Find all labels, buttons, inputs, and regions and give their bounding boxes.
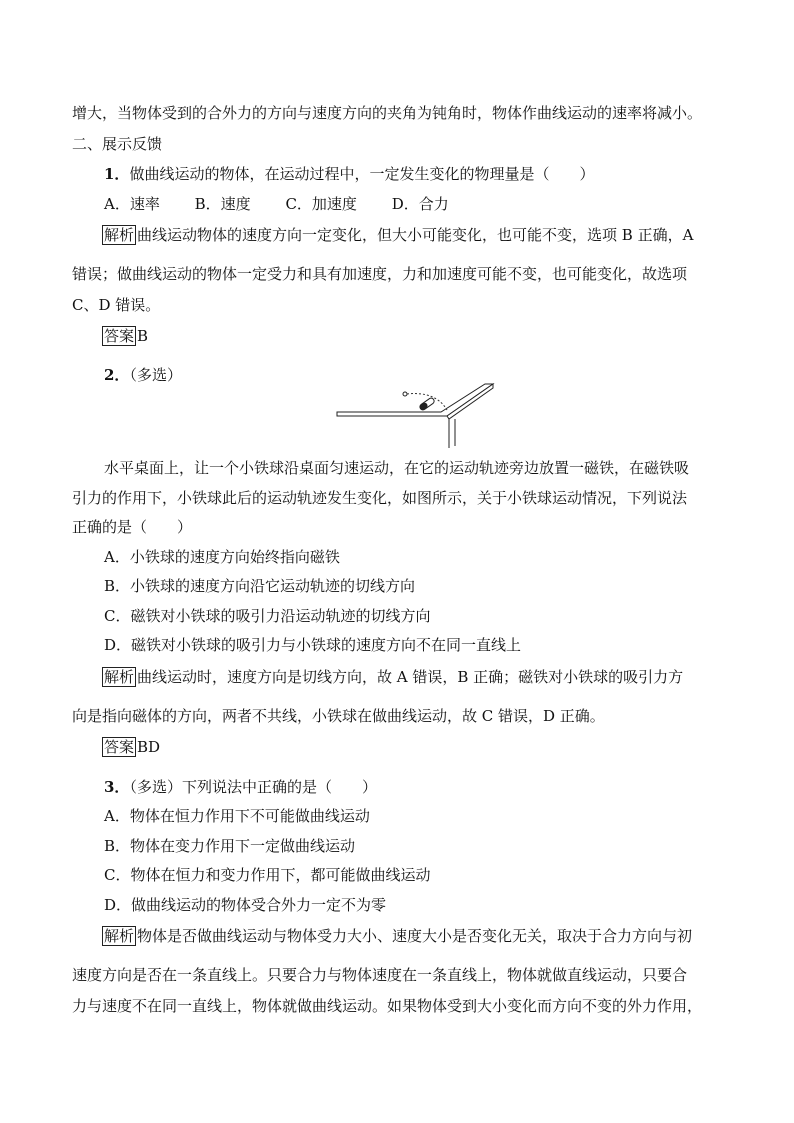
analysis-label-box: 解析 [104,668,135,686]
q1-option-b: B．速度 [194,195,251,213]
q1-number: 1． [104,165,130,183]
iron-ball [403,392,407,396]
answer-label-box: 答案 [104,738,135,756]
q2-number: 2． [104,366,130,384]
q1-answer-value: B [137,327,149,345]
intro-line: 增大，当物体受到的合外力的方向与速度方向的夹角为钝角时，物体作曲线运动的速率将减小。 [72,104,703,122]
q2-answer-value: BD [137,738,161,756]
q2-header-line [104,365,182,385]
q3-analysis-line-3: 力与速度不在同一直线上，物体就做曲线运动。如果物体受到大小变化而方向不变的外力作用， [72,997,703,1015]
q1-analysis-line-3: C、D 错误。 [72,296,161,314]
q2-option-c: C．磁铁对小铁球的吸引力沿运动轨迹的切线方向 [104,607,431,625]
q1-answer-line [102,326,148,346]
q3-analysis-line-2: 速度方向是否在一条直线上。只要合力与物体速度在一条直线上，物体就做直线运动，只要合 [72,966,688,984]
q2-answer-line [102,737,160,757]
q3-option-b: B．物体在变力作用下一定做曲线运动 [104,837,356,855]
q2-analysis-line-2: 向是指向磁体的方向，两者不共线，小铁球在做曲线运动，故 C 错误，D 正确。 [72,707,605,725]
q3-analysis-text: 物体是否做曲线运动与物体受力大小、速度大小是否变化无关，取决于合力方向与初 [137,927,693,945]
q1-option-c: C．加速度 [285,195,357,213]
q3-option-c: C．物体在恒力和变力作用下，都可能做曲线运动 [104,866,431,884]
q2-stem-line-1: 水平桌面上，让一个小铁球沿桌面匀速运动，在它的运动轨迹旁边放置一磁铁，在磁铁吸 [104,459,690,477]
table-side [447,384,493,419]
q1-option-d: D．合力 [391,195,449,213]
q2-analysis-line [102,667,683,687]
q1-stem-line [104,164,594,184]
q2-stem-line-3: 正确的是（ ） [72,518,193,536]
q3-number: 3． [104,778,130,796]
section-title: 二、展示反馈 [72,135,163,153]
q2-analysis-text: 曲线运动时，速度方向是切线方向，故 A 错误，B 正确；磁铁对小铁球的吸引力方 [137,668,684,686]
q2-option-d: D．磁铁对小铁球的吸引力与小铁球的速度方向不在同一直线上 [104,636,522,654]
q3-option-a: A．物体在恒力作用下不可能做曲线运动 [104,807,370,825]
q2-option-a: A．小铁球的速度方向始终指向磁铁 [104,548,340,566]
q2-multi-tag: （多选） [129,366,182,384]
magnet [419,397,436,411]
q1-options [104,194,479,214]
answer-label-box: 答案 [104,327,135,345]
q2-option-b: B．小铁球的速度方向沿它运动轨迹的切线方向 [104,577,416,595]
analysis-label-box: 解析 [104,226,135,244]
analysis-label-box: 解析 [104,927,135,945]
q1-analysis-line [102,225,693,245]
q1-analysis-text: 曲线运动物体的速度方向一定变化，但大小可能变化，也可能不变，选项 B 正确，A [137,226,694,244]
q1-option-a: A．速率 [104,195,160,213]
q3-analysis-line [102,926,692,946]
q2-stem-line-2: 引力的作用下，小铁球此后的运动轨迹发生变化，如图所示，关于小铁球运动情况，下列说法 [72,489,688,507]
q3-option-d: D．做曲线运动的物体受合外力一定不为零 [104,896,387,914]
magnet-table-figure [335,382,495,452]
q1-analysis-line-2: 错误；做曲线运动的物体一定受力和具有加速度，力和加速度可能不变，也可能变化，故选项 [72,265,688,283]
q3-stem: （多选）下列说法中正确的是（ ） [129,778,377,796]
q3-stem-line [104,777,377,797]
q1-stem: 做曲线运动的物体，在运动过程中，一定发生变化的物理量是（ ） [129,165,595,183]
